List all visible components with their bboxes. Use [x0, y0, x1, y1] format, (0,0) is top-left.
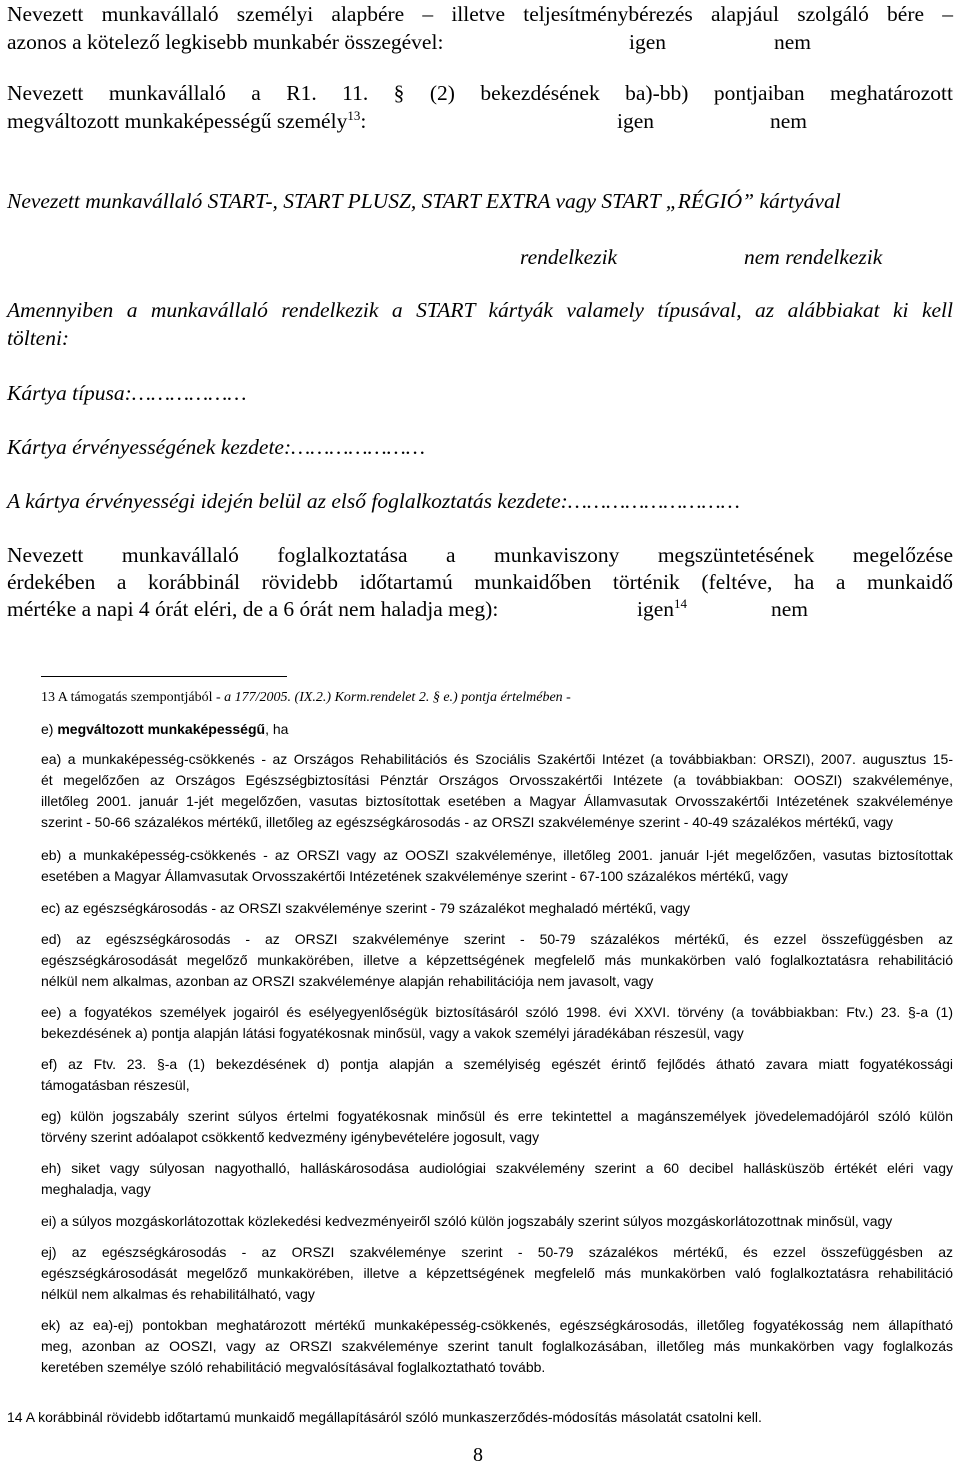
footnote-item-ed: ed) az egészségkárosodás - az ORSZI szakvéleménye szerint - 50-79 százalékos mértékű, és ezzel összefüggésben az egészségkárosodását megelőző munkakörében, illetve a képzettségének megfelelő más munkakörben való foglalkoztatásra rehabilitáció nélkül nem alkalmas, azonban az ORSZI szakvéleménye alapján rehabilitációja nem javasolt, vagy [41, 931, 953, 989]
definition-term: megváltozott munkaképességű [57, 721, 266, 737]
footnote-item-ej: ej) az egészségkárosodás - az ORSZI szakvéleménye szerint - 50-79 százalékos mértékű, és ezzel összefüggésben az egészségkárosodását megelőző munkakörében, illetve a képzettségének megfelelő más munkakörben való foglalkoztatásra rehabilitáció nélkül nem alkalmas és rehabilitálható, vagy [41, 1244, 953, 1302]
footnote-item-ee: ee) a fogyatékos személyek jogairól és esélyegyenlőségük biztosításáról szóló 1998. évi XXVI. törvény (a továbbiakban: Ftv.) 23. §-a (1) bekezdésének a) pontja alapján látási fogyatékosnak minősül, vagy a vakok személyi járadékában részesül, vagy [41, 1004, 953, 1041]
disability-option-no[interactable]: nem [770, 109, 808, 133]
page-number: 8 [473, 1444, 483, 1466]
wage-question-line2: azonos a kötelező legkisebb munkabér összegével: [7, 30, 444, 54]
wage-option-yes[interactable]: igen [629, 30, 667, 54]
disability-question-line1: Nevezett munkavállaló a R1. 11. § (2) bekezdésének ba)-bb) pontjaiban meghatározott [7, 81, 953, 105]
footnote-item-eg: eg) külön jogszabály szerint súlyos értelmi fogyatékosnak minősül és erre tekintettel a magánszemélyek jövedelemadójáról szóló külön törvény szerint adóalapot csökkentő kedvezmény igénybevételére jogosult, vagy [41, 1108, 953, 1145]
footnote-ref-13: 13 [347, 108, 361, 123]
start-card-question: Nevezett munkavállaló START-, START PLUSZ, START EXTRA vagy START „RÉGIÓ” kártyával [7, 189, 841, 213]
footnote-item-ef: ef) az Ftv. 23. §-a (1) bekezdésének d) pontja alapján a személyiség egészét érintő fejlődés átható zavara miatt fogyatékossági támogatásban részesül, [41, 1056, 953, 1093]
footnote-separator [41, 676, 287, 677]
disability-option-yes[interactable]: igen [617, 109, 655, 133]
footnote-13-header: 13 A támogatás szempontjából - a 177/2005. (IX.2.) Korm.rendelet 2. § e.) pontja értelmében - [41, 690, 571, 705]
footnote-13-definition: e) megváltozott munkaképességű, ha [41, 721, 289, 737]
start-card-instruction-line1: Amennyiben a munkavállaló rendelkezik a START kártyák valamely típusával, az alábbiakat ki kell [7, 298, 953, 322]
footnote-14: 14 A korábbinál rövidebb időtartamú munkaidő megállapításáról szóló munkaszerződés-módosítás másolatát csatolni kell. [7, 1409, 762, 1425]
disability-question-line2: megváltozott munkaképességű személy$^{13}$: [7, 108, 367, 133]
reduced-hours-option-no[interactable]: nem [771, 597, 809, 621]
footnote-item-ea: ea) a munkaképesség-csökkenés - az Országos Rehabilitációs és Szociális Szakértői Intézet (a továbbiakban: ORSZI), 2007. augusztus 15- ét megelőzően az Országos Egészségbiztosítási Pénztár Országos Orvosszakértői Intézete (a továbbiakban: OOSZI) szakvéleménye, illetőleg 2001. január 1-jét megelőzően, vasutas biztosítottak esetében a Magyar Államvasutak Orvosszakértői Intézetének szakvéleménye szerint - 50-66 százalékos mértékű, illetőleg az egészségkárosodás - az ORSZI szakvéleménye szerint - 40-49 százalékos mértékű, vagy [41, 751, 953, 830]
footnote-item-eh: eh) siket vagy súlyosan nagyothalló, halláskárosodása audiológiai szakvélemény szerint a 60 decibel hallásküszöb értékét eléri vagy meghaladja, vagy [41, 1160, 953, 1197]
wage-question-line1: Nevezett munkavállaló személyi alapbére – illetve teljesítménybérezés alapjául szolgáló bére – [7, 2, 953, 26]
footnote-item-ei: ei) a súlyos mozgáskorlátozottak közlekedési kedvezményeiről szóló külön jogszabály szerint súlyos mozgáskorlátozottnak minősül, vagy [41, 1213, 893, 1229]
start-card-instruction-line2: tölteni: [7, 326, 70, 350]
reduced-hours-question-line1: Nevezett munkavállaló foglalkoztatása a munkaviszony megszüntetésének megelőzése [7, 543, 953, 567]
footnote-item-eb: eb) a munkaképesség-csökkenés - az ORSZI vagy az OOSZI szakvéleménye, illetőleg 2001. január l-jét megelőzően, vasutas biztosítottak esetében a Magyar Államvasutak Orvosszakértői Intézetének szakvéleménye szerint - 67-100 százalékos mértékű, vagy [41, 847, 953, 884]
reduced-hours-question-line3: mértéke a napi 4 órát eléri, de a 6 órát nem haladja meg): [7, 597, 499, 621]
card-validity-start-field[interactable]: Kártya érvényességének kezdete:………………… [7, 435, 425, 459]
reduced-hours-option-yes[interactable]: igen$^{14}$ [637, 596, 688, 621]
card-type-field[interactable]: Kártya típusa:……………… [7, 381, 247, 405]
reduced-hours-question-line2: érdekében a korábbinál rövidebb időtartamú munkaidőben történik (feltéve, ha a munkaidő [7, 570, 953, 594]
first-employment-start-field[interactable]: A kártya érvényességi idején belül az első foglalkoztatás kezdete:……………………… [7, 489, 740, 513]
footnote-ref-14: 14 [674, 596, 688, 611]
start-card-option-yes[interactable]: rendelkezik [520, 245, 618, 269]
wage-option-no[interactable]: nem [774, 30, 812, 54]
start-card-option-no[interactable]: nem rendelkezik [744, 245, 883, 269]
footnote-item-ec: ec) az egészségkárosodás - az ORSZI szakvéleménye szerint - 79 százalékot meghaladó mértékű, vagy [41, 900, 690, 916]
footnote-item-ek: ek) az ea)-ej) pontokban meghatározott mértékű munkaképesség-csökkenés, egészségkárosodás, illetőleg fogyatékosság nem állapítható meg, azonban az OOSZI, vagy az ORSZI szakvéleménye szerint tanult foglalkozásában, illetőleg más munkakörben vagy foglalkozás keretében személye szóló rehabilitáció megvalósításával foglalkoztatható tovább. [41, 1317, 953, 1375]
